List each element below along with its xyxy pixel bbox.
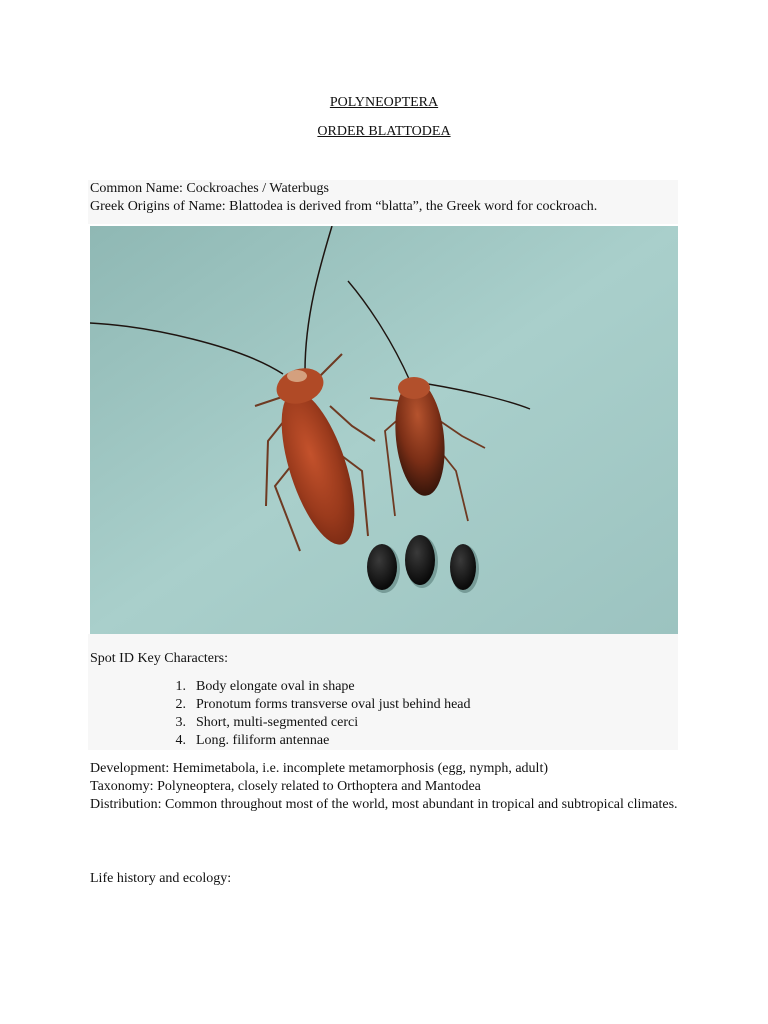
spot-id-list: [160, 678, 471, 750]
taxonomy: Taxonomy: Polyneoptera, closely related to Orthoptera and Mantodea: [90, 779, 481, 794]
list-number: 3.: [175, 715, 186, 730]
list-item: [160, 714, 471, 732]
list-number: 4.: [175, 733, 186, 748]
list-text: Long. filiform antennae: [196, 733, 330, 748]
list-text: Short, multi-segmented cerci: [196, 715, 359, 730]
list-text: Pronotum forms transverse oval just behind head: [196, 697, 471, 712]
list-item: [160, 732, 471, 750]
development: Development: Hemimetabola, i.e. incomplete metamorphosis (egg, nymph, adult): [90, 761, 548, 776]
order-title: ORDER BLATTODEA: [317, 124, 451, 139]
list-number: 2.: [175, 697, 186, 712]
spot-id-heading: Spot ID Key Characters:: [90, 651, 229, 666]
list-text: Body elongate oval in shape: [196, 679, 355, 694]
list-number: 1.: [175, 679, 186, 694]
cockroach-photo: [90, 226, 678, 634]
life-history-heading: Life history and ecology:: [90, 871, 232, 886]
list-item: [160, 678, 471, 696]
list-item: [160, 696, 471, 714]
distribution: Distribution: Common throughout most of the world, most abundant in tropical and subtropical climates.: [90, 797, 678, 812]
suborder-title: POLYNEOPTERA: [329, 95, 439, 110]
common-name: Common Name: Cockroaches / Waterbugs: [90, 181, 329, 196]
greek-origins: Greek Origins of Name: Blattodea is derived from “blatta”, the Greek word for cockroach.: [90, 199, 598, 214]
